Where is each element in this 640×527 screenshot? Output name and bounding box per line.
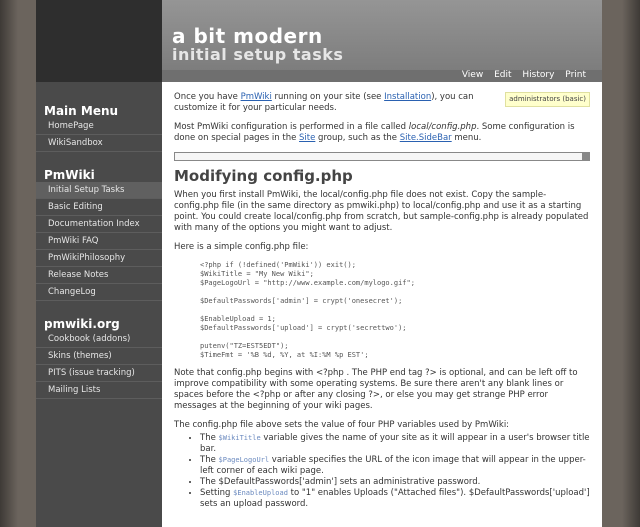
action-view[interactable]: View bbox=[461, 70, 484, 80]
header-corner bbox=[36, 0, 162, 82]
sidebar-item-basic-editing[interactable]: Basic Editing bbox=[36, 199, 162, 216]
note-paragraph: Note that config.php begins with <?php . The PHP end tag ?> is optional, and can be left off to improve compatibility with some operating systems. Be sure there aren't any blank lines or spaces before the <?php or after any closing ?>, or else you may get strange PHP error messages at the beginning of your wiki pages. bbox=[174, 368, 578, 411]
variables-intro: The config.php file above sets the value of four PHP variables used by PmWiki: bbox=[174, 420, 510, 430]
code-block: <?php if (!defined('PmWiki')) exit(); $WikiTitle = "My New Wiki"; $PageLogoUrl = "http://www.example.com/mylogo.gif"; $DefaultPasswords['admin'] = crypt('onesecret'); $EnableUpload = 1; $DefaultPasswords['upload'] = crypt('secrettwo'); putenv("TZ=EST5EDT"); $TimeFmt = '%B %d, %Y, at %I:%M %p EST'; bbox=[200, 261, 415, 359]
sidebar-item-pmwiki-philosophy[interactable]: PmWikiPhilosophy bbox=[36, 250, 162, 267]
sidebar-item-mailing-lists[interactable]: Mailing Lists bbox=[36, 382, 162, 399]
variables-list bbox=[192, 433, 590, 510]
sidebar-item-pits[interactable]: PITS (issue tracking) bbox=[36, 365, 162, 382]
link-pmwiki[interactable]: PmWiki bbox=[240, 92, 272, 102]
admin-badge[interactable]: administrators (basic) bbox=[505, 92, 590, 107]
sidebar-item-cookbook[interactable]: Cookbook (addons) bbox=[36, 331, 162, 348]
list-item: • Setting $EnableUpload to "1" enables Uploads ("Attached files"). $DefaultPasswords['upload'] sets an upload password. bbox=[200, 488, 590, 510]
config-paragraph: Most PmWiki configuration is performed in a file called local/config.php. Some configuration is done on special pages in the Site group, such as the Site.SideBar menu. bbox=[174, 122, 575, 143]
list-item: • The $WikiTitle variable gives the name of your site as it will appear in a user's browser title bar. bbox=[200, 433, 590, 455]
list-item: • The $PageLogoUrl variable specifies the URL of the icon image that will appear in the upper-left corner of each wiki page. bbox=[200, 455, 590, 477]
sample-intro: Here is a simple config.php file: bbox=[174, 242, 309, 252]
action-edit[interactable]: Edit bbox=[494, 70, 512, 80]
sidebar-item-release-notes[interactable]: Release Notes bbox=[36, 267, 162, 284]
link-site[interactable]: Site bbox=[299, 133, 316, 143]
page-actions bbox=[454, 70, 586, 80]
action-history[interactable]: History bbox=[522, 70, 555, 80]
action-print[interactable]: Print bbox=[565, 70, 586, 80]
main-content bbox=[162, 82, 602, 527]
sidebar-item-initial-setup[interactable]: Initial Setup Tasks bbox=[36, 182, 162, 199]
site-title[interactable]: a bit modern bbox=[172, 24, 323, 48]
sidebar-item-documentation-index[interactable]: Documentation Index bbox=[36, 216, 162, 233]
sidebar-heading-pmwiki[interactable]: PmWiki bbox=[44, 168, 95, 182]
sidebar-heading-main-menu: Main Menu bbox=[44, 104, 119, 118]
toc-bar[interactable] bbox=[174, 152, 590, 161]
list-item: • The $DefaultPasswords['admin'] sets an administrative password. bbox=[200, 477, 590, 488]
sidebar-item-wikisandbox[interactable]: WikiSandbox bbox=[36, 135, 162, 152]
sidebar-item-changelog[interactable]: ChangeLog bbox=[36, 284, 162, 301]
link-installation[interactable]: Installation bbox=[384, 92, 432, 102]
sidebar bbox=[36, 82, 162, 527]
install-paragraph: When you first install PmWiki, the local/config.php file does not exist. Copy the sample-config.php file (in the same directory as pmwiki.php) to local/config.php and use it as a starting point. You could create local/config.php from scratch, but sample-config.php is already populated with many of the options you might want to adjust. bbox=[174, 190, 589, 233]
sidebar-item-skins[interactable]: Skins (themes) bbox=[36, 348, 162, 365]
sidebar-item-homepage[interactable]: HomePage bbox=[36, 118, 162, 135]
sidebar-heading-pmwiki-org[interactable]: pmwiki.org bbox=[44, 317, 120, 331]
sidebar-item-pmwiki-faq[interactable]: PmWiki FAQ bbox=[36, 233, 162, 250]
intro-paragraph: Once you have PmWiki running on your site (see Installation), you can customize it for your particular needs. bbox=[174, 92, 474, 113]
section-heading: Modifying config.php bbox=[174, 167, 353, 185]
link-site-sidebar[interactable]: Site.SideBar bbox=[399, 133, 452, 143]
page-title: initial setup tasks bbox=[172, 45, 344, 64]
